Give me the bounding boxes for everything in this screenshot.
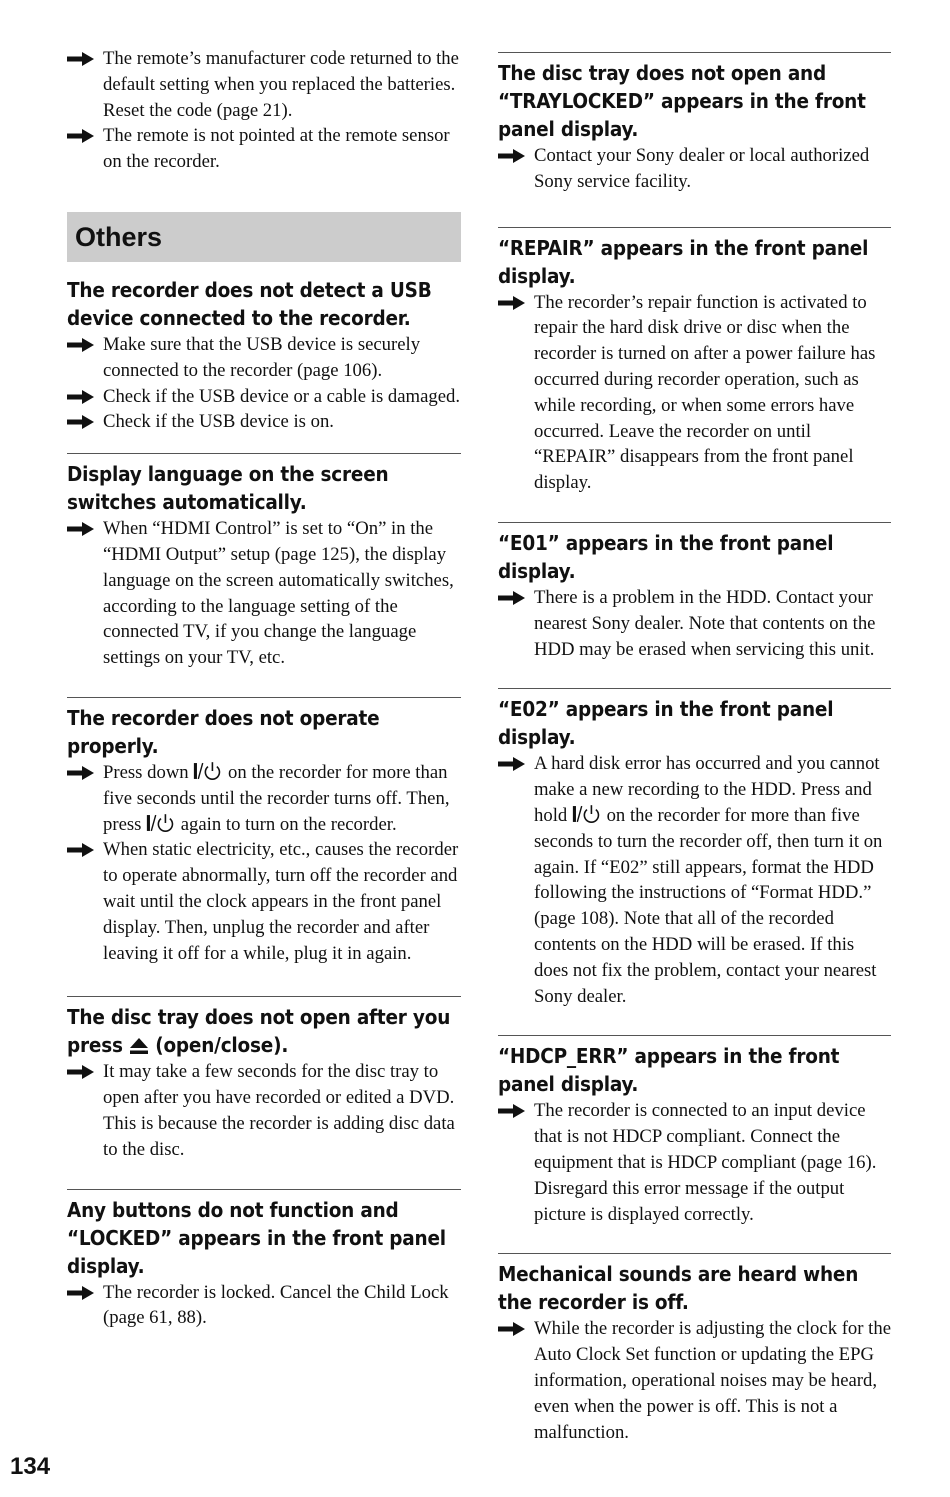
tray-heading: The disc tray does not open after you press (open/close). [67,1005,451,1058]
list-item: Contact your Sony dealer or local authorized Sony service facility. [498,143,891,195]
list-item: There is a problem in the HDD. Contact your nearest Sony dealer. Note that contents on the HDD may be erased when servicing this unit. [498,585,891,662]
arrow-icon [67,52,94,66]
language-section [67,453,461,671]
arrow-icon [498,1104,525,1118]
usb-heading: The recorder does not detect a USB device connected to the recorder. [67,277,432,330]
locked-heading: Any buttons do not function and “LOCKED” appears in the front panel display. [67,1197,446,1278]
eject-icon [129,1037,149,1055]
arrow-icon [67,843,94,857]
language-heading: Display language on the screen switches automatically. [67,462,389,515]
hdcp-heading: “HDCP_ERR” appears in the front panel display. [498,1044,840,1097]
left-column [67,46,461,1331]
list-item: Press down on the recorder for more than five seconds until the recorder turns off. Then, press again to turn on the recorder. [67,760,461,837]
list-item: Make sure that the USB device is securely connected to the recorder (page 106). [67,332,461,384]
page-number: 134 [10,1453,51,1480]
repair-heading: “REPAIR” appears in the front panel display. [498,235,869,288]
list-item: The recorder is connected to an input device that is not HDCP compliant. Connect the equipment that is HDCP compliant (page 16). Disregard this error message if the output picture is displayed correctly. [498,1098,891,1227]
list-item: Check if the USB device or a cable is damaged. [67,384,461,410]
tray-section [67,996,461,1162]
arrow-icon [67,415,94,429]
arrow-icon [67,390,94,404]
right-column [498,52,891,1445]
list-item: It may take a few seconds for the disc tray to open after you have recorded or edited a DVD. This is because the recorder is adding disc data to the disc. [67,1059,461,1162]
repair-section [498,227,891,496]
arrow-icon [67,522,94,536]
power-icon [146,813,176,833]
arrow-icon [498,1322,525,1336]
arrow-icon [67,338,94,352]
list-item: A hard disk error has occurred and you cannot make a new recording to the HDD. Press and hold on the recorder for more than five seconds to turn the recorder off, then turn it on again. If “E02” still appears, format the HDD following the instructions of “Format HDD.” (page 108). Note that all of the recorded contents on the HDD will be erased. If this does not fix the problem, contact your nearest Sony dealer. [498,751,891,1009]
e01-section [498,522,891,662]
e02-section [498,688,891,1009]
list-item: The remote is not pointed at the remote sensor on the recorder. [67,123,461,175]
list-item: When static electricity, etc., causes the recorder to operate abnormally, turn off the recorder and wait until the clock appears in the front panel display. Then, unplug the recorder and after leaving it off for a while, plug it in again. [67,837,461,966]
e02-heading: “E02” appears in the front panel display. [498,697,834,750]
list-item: When “HDMI Control” is set to “On” in the “HDMI Output” setup (page 125), the display language on the screen automatically switches, according to the language setting of the connected TV, if you change the language settings on your TV, etc. [67,516,461,671]
arrow-icon [67,129,94,143]
locked-section [67,1189,461,1332]
arrow-icon [498,149,525,163]
e01-heading: “E01” appears in the front panel display. [498,530,834,583]
arrow-icon [67,1286,94,1300]
power-icon [572,804,602,824]
arrow-icon [67,766,94,780]
intro-section [67,46,461,175]
list-item: The recorder is locked. Cancel the Child Lock (page 61, 88). [67,1280,461,1332]
arrow-icon [498,296,525,310]
traylocked-heading: The disc tray does not open and “TRAYLOCKED” appears in the front panel display. [498,61,866,141]
mechanical-section [498,1253,891,1445]
list-item: The remote’s manufacturer code returned to the default setting when you replaced the batteries. Reset the code (page 21). [67,46,461,123]
arrow-icon [498,591,525,605]
mechanical-heading: Mechanical sounds are heard when the recorder is off. [498,1262,859,1315]
operate-section [67,697,461,966]
traylocked-section [498,52,891,195]
list-item: While the recorder is adjusting the clock for the Auto Clock Set function or updating the EPG information, operational noises may be heard, even when the power is off. This is not a malfunction. [498,1316,891,1445]
hdcp-section [498,1035,891,1227]
list-item: The recorder’s repair function is activated to repair the hard disk drive or disc when the recorder is turned on after a power failure has occurred during recorder operation, such as while recording, or when some errors have occurred. Leave the recorder on until “REPAIR” disappears from the front panel display. [498,290,891,496]
arrow-icon [498,757,525,771]
operate-heading: The recorder does not operate properly. [67,705,380,758]
list-item: Check if the USB device is on. [67,409,461,435]
arrow-icon [67,1065,94,1079]
usb-section [67,276,461,435]
power-icon [193,761,223,781]
hdcp-note: Disregard this error message if the output picture is displayed correctly. [534,1177,845,1225]
others-band: Others [67,212,461,262]
